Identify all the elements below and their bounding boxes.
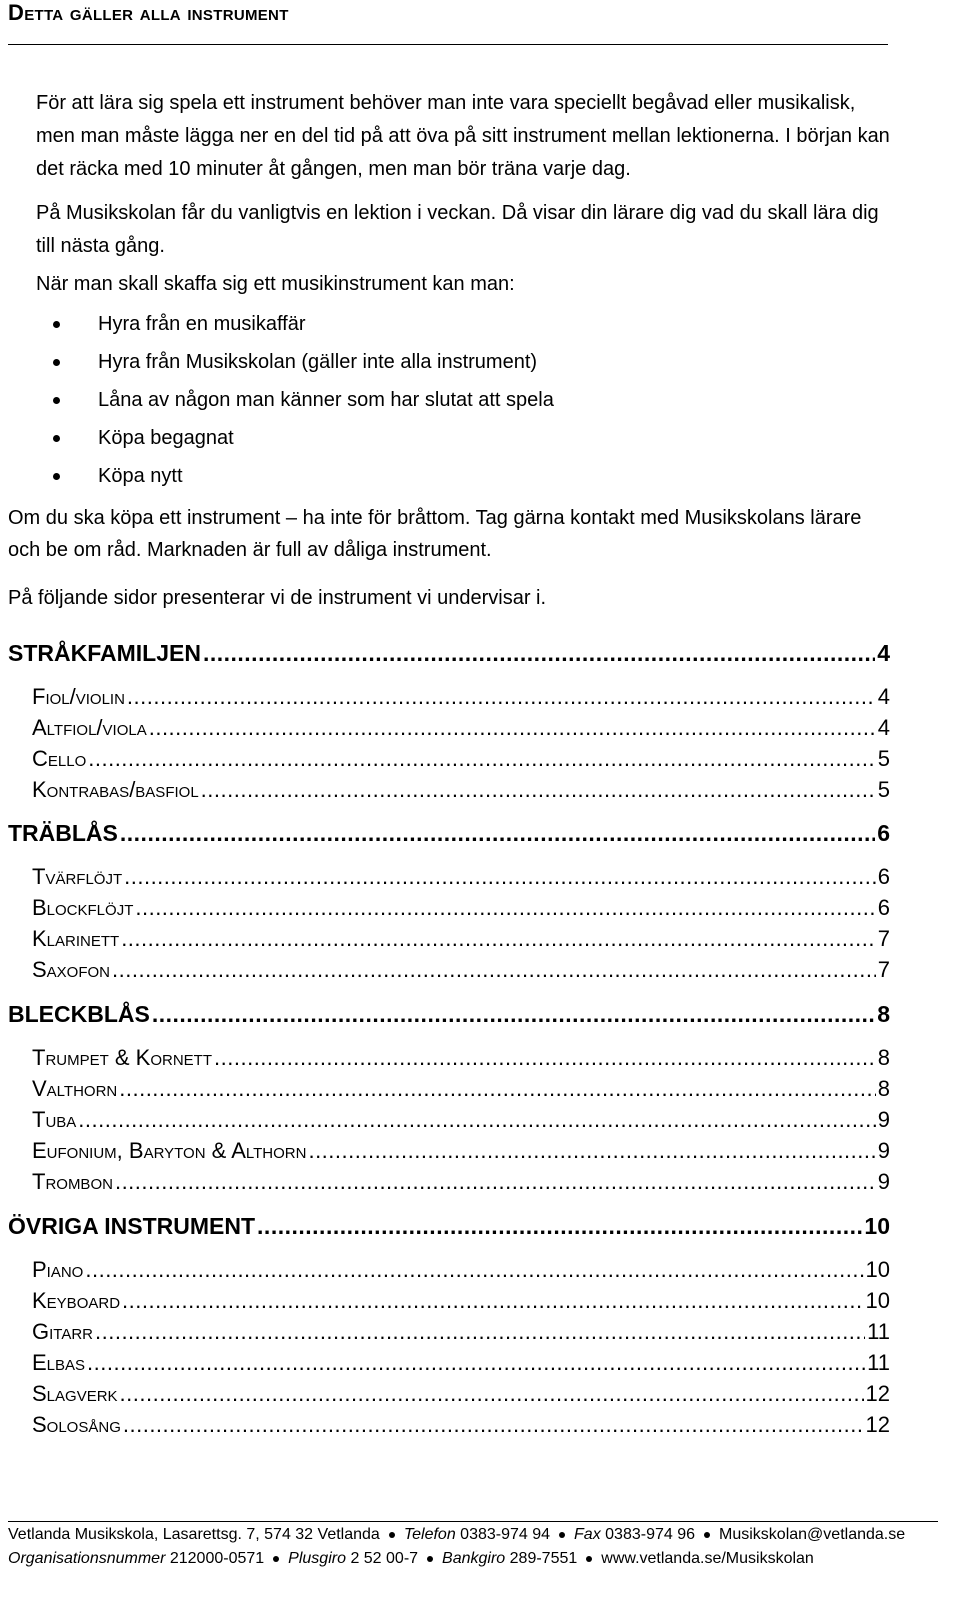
toc-page-number: 8 xyxy=(877,1001,890,1027)
list-item-text: Hyra från Musikskolan (gäller inte alla instrument) xyxy=(98,351,538,373)
toc-leader xyxy=(203,640,875,667)
toc-entry[interactable] xyxy=(8,777,890,803)
toc-entry[interactable] xyxy=(8,1076,890,1102)
toc-entry[interactable] xyxy=(8,864,890,890)
toc-entry[interactable] xyxy=(8,1381,890,1407)
toc-leader xyxy=(135,895,875,921)
toc-page-number: 6 xyxy=(877,895,890,920)
toc-label: Valthorn xyxy=(32,1076,118,1101)
toc-entry[interactable] xyxy=(8,1257,890,1283)
toc-leader xyxy=(257,1213,862,1240)
toc-label: STRÅKFAMILJEN xyxy=(8,640,201,666)
separator-dot-icon xyxy=(704,1532,710,1538)
separator-dot-icon xyxy=(559,1532,565,1538)
toc-label: Blockflöjt xyxy=(32,895,134,920)
toc-entry[interactable] xyxy=(8,1001,890,1028)
toc-page-number: 4 xyxy=(877,640,890,666)
buying-advice-paragraph: Om du ska köpa ett instrument – ha inte för bråttom. Tag gärna kontakt med Musikskolans lärare och be om råd. Marknaden är full av dåliga instrument. xyxy=(8,507,862,561)
toc-page-number: 10 xyxy=(865,1257,890,1282)
toc-label: Altfiol/viola xyxy=(32,715,147,740)
toc-label: Kontrabas/basfiol xyxy=(32,777,199,802)
toc-page-number: 5 xyxy=(877,746,890,771)
toc-entry[interactable] xyxy=(8,1107,890,1133)
list-item xyxy=(36,464,554,502)
footer-billing-line xyxy=(8,1548,814,1570)
intro-paragraph: För att lära sig spela ett instrument behöver man inte vara speciellt begåvad eller musikalisk, men man måste lägga ner en del tid på att öva på sitt instrument mellan lektionerna. I början kan det räcka med 10 minuter åt gången, men man bör träna varje dag. xyxy=(36,92,890,180)
footer-orgnr-label: Organisationsnummer xyxy=(8,1550,166,1567)
toc-entry[interactable] xyxy=(8,1169,890,1195)
toc-entry[interactable] xyxy=(8,640,890,667)
toc-leader xyxy=(308,1138,875,1164)
toc-label: Slagverk xyxy=(32,1381,118,1406)
list-item xyxy=(36,350,554,388)
list-item xyxy=(36,426,554,464)
toc-page-number: 4 xyxy=(877,684,890,709)
toc-leader xyxy=(87,1350,865,1376)
bullet-icon xyxy=(53,397,60,404)
toc-page-number: 9 xyxy=(877,1138,890,1163)
toc-page-number: 11 xyxy=(867,1319,890,1344)
toc-label: Tvärflöjt xyxy=(32,864,123,889)
footer-phone: 0383-974 94 xyxy=(460,1526,551,1543)
toc-page-number: 6 xyxy=(877,820,890,846)
toc-page-number: 11 xyxy=(867,1350,890,1375)
heading-rule xyxy=(8,44,888,45)
toc-entry[interactable] xyxy=(8,1412,890,1438)
separator-dot-icon xyxy=(273,1556,279,1562)
toc-leader xyxy=(120,820,875,847)
footer-bankgiro: 289-7551 xyxy=(509,1550,578,1567)
list-item-text: Hyra från en musikaffär xyxy=(98,313,306,335)
footer-bankgiro-label: Bankgiro xyxy=(442,1550,506,1567)
toc-page-number: 5 xyxy=(877,777,890,802)
page-heading: Detta gäller alla instrument xyxy=(8,0,289,25)
following-pages-paragraph: På följande sidor presenterar vi de instrument vi undervisar i. xyxy=(8,587,547,609)
footer-website-link[interactable]: www.vetlanda.se/Musikskolan xyxy=(601,1550,814,1567)
separator-dot-icon xyxy=(427,1556,433,1562)
toc-entry[interactable] xyxy=(8,1319,890,1345)
bullet-icon xyxy=(53,321,60,328)
list-item xyxy=(36,312,554,350)
toc-entry[interactable] xyxy=(8,926,890,952)
toc-entry[interactable] xyxy=(8,957,890,983)
toc-leader xyxy=(122,1288,863,1314)
separator-dot-icon xyxy=(389,1532,395,1538)
toc-entry[interactable] xyxy=(8,1213,890,1240)
toc-page-number: 8 xyxy=(877,1045,890,1070)
toc-label: Klarinett xyxy=(32,926,120,951)
toc-leader xyxy=(124,864,876,890)
acquire-intro: När man skall skaffa sig ett musikinstrument kan man: xyxy=(36,273,515,295)
toc-page-number: 8 xyxy=(877,1076,890,1101)
toc-page-number: 7 xyxy=(877,957,890,982)
toc-page-number: 10 xyxy=(865,1288,890,1313)
toc-leader xyxy=(214,1045,876,1071)
acquire-options-list xyxy=(36,312,554,502)
toc-label: Saxofon xyxy=(32,957,111,982)
toc-leader xyxy=(112,957,876,983)
lesson-paragraph: På Musikskolan får du vanligtvis en lektion i veckan. Då visar din lärare dig vad du skall lära dig till nästa gång. xyxy=(36,202,879,257)
toc-leader xyxy=(123,1412,864,1438)
toc-label: Trombon xyxy=(32,1169,113,1194)
bullet-icon xyxy=(53,473,60,480)
footer-fax-label: Fax xyxy=(574,1526,601,1543)
toc-page-number: 10 xyxy=(864,1213,890,1239)
footer-rule xyxy=(8,1521,938,1522)
toc-leader xyxy=(88,746,876,772)
toc-page-number: 12 xyxy=(865,1412,890,1437)
toc-leader xyxy=(121,926,876,952)
toc-page-number: 4 xyxy=(877,715,890,740)
toc-leader xyxy=(201,777,876,803)
bullet-icon xyxy=(53,359,60,366)
separator-dot-icon xyxy=(586,1556,592,1562)
toc-leader xyxy=(149,715,876,741)
toc-page-number: 12 xyxy=(865,1381,890,1406)
toc-entry[interactable] xyxy=(8,820,890,847)
footer-orgnr: 212000-0571 xyxy=(169,1550,265,1567)
footer-address: Vetlanda Musikskola, Lasarettsg. 7, 574 32 Vetlanda xyxy=(8,1526,380,1543)
toc-label: Eufonium, Baryton & Althorn xyxy=(32,1138,307,1163)
toc-leader xyxy=(119,1076,876,1102)
toc-leader xyxy=(127,684,876,710)
toc-label: Cello xyxy=(32,746,87,771)
toc-entry[interactable] xyxy=(8,1350,890,1376)
footer-plusgiro: 2 52 00-7 xyxy=(350,1550,419,1567)
toc-label: Fiol/violin xyxy=(32,684,125,709)
toc-label: Piano xyxy=(32,1257,84,1282)
toc-label: BLECKBLÅS xyxy=(8,1001,150,1027)
toc-label: Trumpet & Kornett xyxy=(32,1045,213,1070)
toc-label: Gitarr xyxy=(32,1319,93,1344)
toc-label: TRÄBLÅS xyxy=(8,820,118,846)
toc-leader xyxy=(152,1001,875,1028)
toc-label: ÖVRIGA INSTRUMENT xyxy=(8,1213,256,1239)
footer-plusgiro-label: Plusgiro xyxy=(288,1550,346,1567)
toc-label: Keyboard xyxy=(32,1288,121,1313)
toc-page-number: 9 xyxy=(877,1107,890,1132)
toc-leader xyxy=(95,1319,865,1345)
toc-page-number: 9 xyxy=(877,1169,890,1194)
toc-label: Solosång xyxy=(32,1412,121,1437)
footer-phone-label: Telefon xyxy=(403,1526,456,1543)
toc-entry[interactable] xyxy=(8,1045,890,1071)
toc-entry[interactable] xyxy=(8,1288,890,1314)
toc-entry[interactable] xyxy=(8,1138,890,1164)
footer-email-link[interactable]: Musikskolan@vetlanda.se xyxy=(719,1526,906,1543)
toc-leader xyxy=(115,1169,876,1195)
toc-page-number: 6 xyxy=(877,864,890,889)
toc-leader xyxy=(120,1381,864,1407)
bullet-icon xyxy=(53,435,60,442)
toc-page-number: 7 xyxy=(877,926,890,951)
toc-entry[interactable] xyxy=(8,684,890,710)
list-item-text: Köpa nytt xyxy=(98,465,183,487)
toc-label: Tuba xyxy=(32,1107,77,1132)
list-item-text: Låna av någon man känner som har slutat att spela xyxy=(98,389,554,411)
toc-leader xyxy=(85,1257,863,1283)
footer-fax: 0383-974 96 xyxy=(605,1526,696,1543)
toc-entry[interactable] xyxy=(8,715,890,741)
list-item-text: Köpa begagnat xyxy=(98,427,234,449)
list-item xyxy=(36,388,554,426)
toc-leader xyxy=(78,1107,875,1133)
toc-entry[interactable] xyxy=(8,746,890,772)
toc-label: Elbas xyxy=(32,1350,86,1375)
toc-entry[interactable] xyxy=(8,895,890,921)
footer-contact-line xyxy=(8,1524,905,1546)
